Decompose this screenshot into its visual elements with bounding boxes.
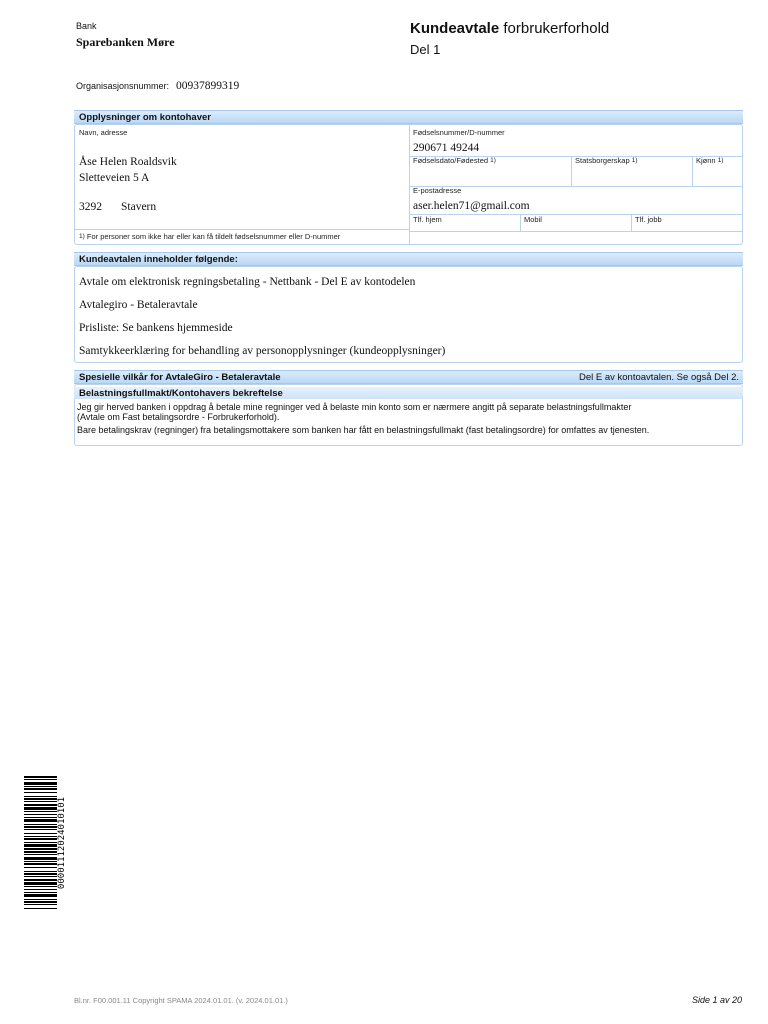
barcode-bar	[24, 788, 57, 790]
barcode-bar	[24, 857, 57, 860]
barcode-number: 00001112024010101	[57, 796, 67, 890]
divider	[520, 214, 521, 231]
barcode-bar	[24, 801, 57, 802]
birth-label	[413, 156, 496, 165]
barcode-bar	[24, 838, 57, 840]
barcode-bars	[24, 776, 57, 909]
barcode-bar	[24, 886, 57, 887]
document-part: Del 1	[410, 42, 441, 57]
barcode	[24, 776, 70, 910]
contents-item: Prisliste: Se bankens hjemmeside	[79, 322, 233, 334]
barcode-bar	[24, 811, 57, 812]
special-terms-section-header	[74, 370, 743, 384]
contents-item: Samtykkeerklæring for behandling av personopplysninger (kundeopplysninger)	[79, 345, 446, 357]
barcode-bar	[24, 844, 57, 847]
holder-city: Stavern	[121, 201, 157, 213]
barcode-bar	[24, 817, 57, 818]
barcode-bar	[24, 824, 57, 825]
footnote	[79, 232, 340, 241]
subsection-header	[74, 387, 743, 399]
barcode-bar	[24, 867, 57, 868]
divider	[409, 214, 743, 215]
phone-work-label: Tlf. jobb	[635, 215, 662, 224]
barcode-bar	[24, 779, 57, 780]
subsection-title: Belastningsfullmakt/Kontohavers bekreftelse	[79, 388, 283, 399]
section-title: Opplysninger om kontohaver	[79, 112, 211, 123]
barcode-bar	[24, 819, 57, 822]
barcode-bar	[24, 908, 57, 909]
divider	[409, 231, 743, 232]
gender-label-text: Kjønn	[696, 156, 716, 165]
barcode-bar	[24, 833, 57, 834]
contents-item: Avtale om elektronisk regningsbetaling - Nettbank - Del E av kontodelen	[79, 276, 416, 288]
section-reference: Del E av kontoavtalen. Se også Del 2.	[578, 372, 739, 383]
footnote-text: For personer som ikke har eller kan få tildelt fødselsnummer eller D-nummer	[86, 232, 341, 241]
title-bold: Kundeavtale	[410, 20, 500, 37]
barcode-bar	[24, 807, 57, 810]
birth-label-text: Fødselsdato/Fødested	[413, 156, 489, 165]
barcode-bar	[24, 879, 57, 881]
barcode-bar	[24, 826, 57, 828]
divider	[631, 214, 632, 231]
barcode-bar	[24, 892, 57, 893]
footnote-mark: 1)	[490, 157, 496, 164]
barcode-bar	[24, 829, 57, 830]
citizenship-label	[575, 156, 638, 165]
holder-name: Åse Helen Roaldsvik	[79, 156, 177, 168]
name-address-label: Navn, adresse	[79, 128, 128, 137]
divider	[571, 156, 572, 186]
bank-label: Bank	[76, 21, 97, 31]
citizenship-label-text: Statsborgerskap	[575, 156, 630, 165]
org-number: 00937899319	[176, 80, 240, 92]
email-label: E-postadresse	[413, 186, 462, 195]
barcode-bar	[24, 804, 57, 806]
title-rest: forbrukerforhold	[503, 20, 610, 37]
form-reference: Bl.nr. F00.001.11 Copyright SPAMA 2024.01.01. (v. 2024.01.01.)	[74, 996, 288, 1005]
barcode-bar	[24, 814, 57, 815]
footnote-mark: 1)	[79, 233, 85, 240]
page-number: Side 1 av 20	[691, 995, 742, 1005]
footnote-mark: 1)	[631, 157, 638, 164]
barcode-bar	[24, 786, 57, 787]
barcode-bar	[24, 851, 57, 853]
bank-name: Sparebanken Møre	[76, 35, 175, 49]
terms-line: (Avtale om Fast betalingsordre - Forbrukerforhold).	[77, 412, 280, 422]
section-title: Spesielle vilkår for AvtaleGiro - Betaleravtale	[79, 372, 281, 383]
barcode-bar	[24, 904, 57, 905]
divider	[74, 229, 409, 230]
barcode-bar	[24, 894, 57, 897]
footnote-mark: 1)	[717, 157, 724, 164]
barcode-bar	[24, 899, 57, 900]
holder-street: Sletteveien 5 A	[79, 172, 150, 184]
gender-label	[696, 156, 723, 165]
barcode-bar	[24, 854, 57, 855]
barcode-bar	[24, 792, 57, 793]
divider	[409, 124, 410, 245]
contents-item: Avtalegiro - Betaleravtale	[79, 299, 198, 311]
barcode-bar	[24, 876, 57, 877]
mobile-label: Mobil	[524, 215, 542, 224]
ssn-label: Fødselsnummer/D-nummer	[413, 128, 505, 137]
terms-line: Bare betalingskrav (regninger) fra betalingsmottakere som banken har fått en belastningsfullmakt (fast betalingsordre) for omfattes av tjenesten.	[77, 425, 650, 435]
barcode-bar	[24, 889, 57, 890]
terms-line: Jeg gir herved banken i oppdrag å betale mine regninger ved å belaste min konto som er nærmere angitt på separate belastningsfullmakter	[77, 402, 632, 412]
barcode-bar	[24, 863, 57, 865]
barcode-bar	[24, 776, 57, 778]
ssn-value: 290671 49244	[413, 142, 480, 154]
barcode-bar	[24, 782, 57, 785]
contents-section-header	[74, 252, 743, 266]
barcode-bar	[24, 798, 57, 800]
barcode-bar	[24, 861, 57, 862]
divider	[692, 156, 693, 186]
email-value: aser.helen71@gmail.com	[413, 200, 530, 212]
barcode-bar	[24, 842, 57, 843]
barcode-bar	[24, 836, 57, 837]
barcode-bar	[24, 871, 57, 872]
account-holder-section-header	[74, 110, 743, 124]
barcode-bar	[24, 796, 57, 797]
phone-home-label: Tlf. hjem	[413, 215, 442, 224]
barcode-bar	[24, 873, 57, 875]
section-title: Kundeavtalen inneholder følgende:	[79, 254, 238, 265]
org-label: Organisasjonsnummer:	[76, 81, 170, 91]
barcode-bar	[24, 848, 57, 850]
barcode-bar	[24, 882, 57, 885]
document-title	[410, 20, 609, 37]
barcode-bar	[24, 901, 57, 903]
holder-postcode: 3292	[79, 201, 102, 213]
